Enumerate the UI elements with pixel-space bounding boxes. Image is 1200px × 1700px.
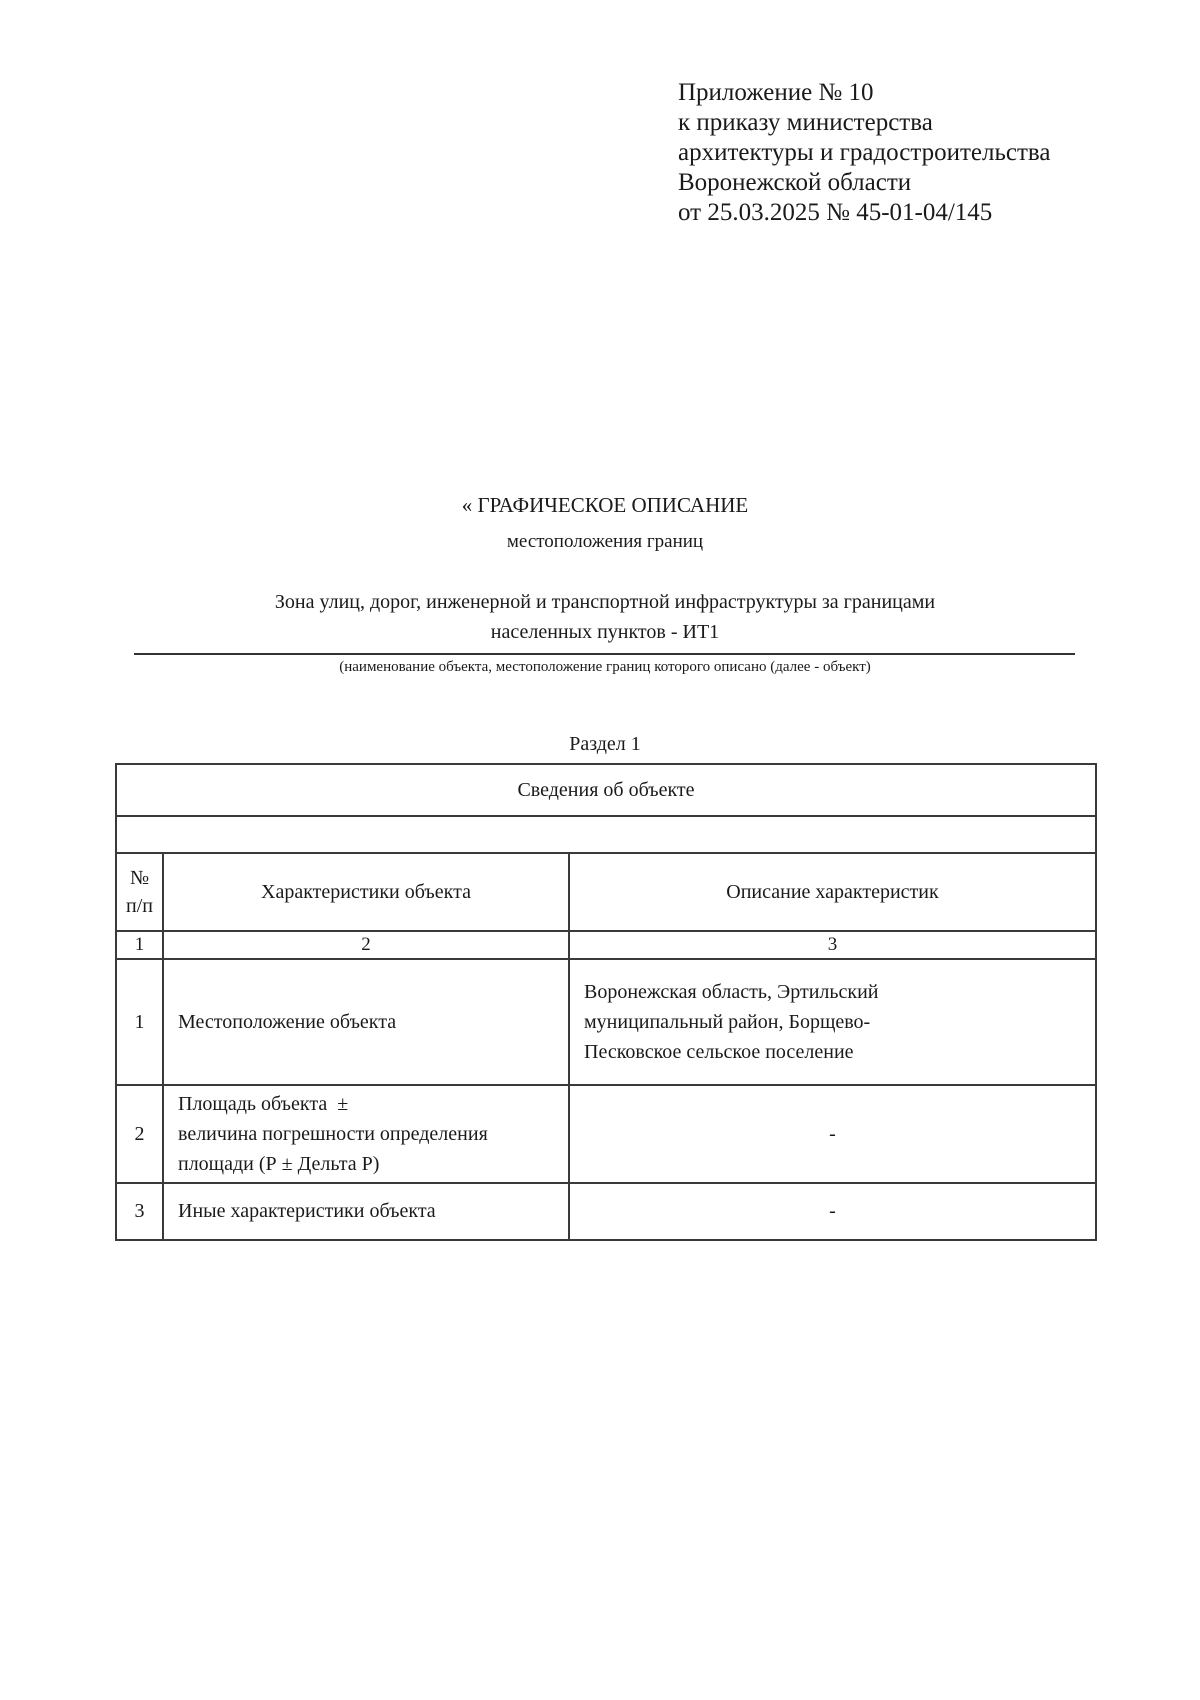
object-name-line: Зона улиц, дорог, инженерной и транспортной инфраструктуры за границами	[274, 591, 936, 613]
characteristic-line: Площадь объекта ±	[178, 1093, 349, 1115]
table-title: Сведения об объекте	[116, 764, 1096, 816]
document-subtitle: местоположения границ	[506, 531, 704, 552]
row-num: 1	[116, 959, 163, 1085]
document-title: « ГРАФИЧЕСКОЕ ОПИСАНИЕ	[461, 493, 749, 517]
table-row	[116, 1085, 1096, 1183]
row-description: -	[569, 1085, 1096, 1183]
characteristic-line: величина погрешности определения	[178, 1123, 488, 1145]
characteristic-line: площади (Р ± Дельта Р)	[178, 1153, 380, 1175]
row-num: 2	[116, 1085, 163, 1183]
table-title-row	[116, 764, 1096, 816]
row-characteristic: Местоположение объекта	[163, 959, 569, 1085]
column-number-row	[116, 931, 1096, 959]
appendix-line: Приложение № 10	[678, 79, 874, 106]
column-number: 1	[116, 931, 163, 959]
header-num: № п/п	[116, 853, 163, 931]
table-header-row	[116, 853, 1096, 931]
table-row	[116, 959, 1096, 1085]
table-row	[116, 1183, 1096, 1240]
row-characteristic	[163, 1085, 569, 1183]
row-num: 3	[116, 1183, 163, 1240]
object-name-line: населенных пунктов - ИТ1	[490, 621, 720, 643]
row-description	[569, 959, 1096, 1085]
section-label: Раздел 1	[569, 733, 641, 755]
description-line: муниципальный район, Борщево-	[584, 1011, 871, 1033]
column-number: 3	[569, 931, 1096, 959]
appendix-line: архитектуры и градостроительства	[678, 139, 1051, 166]
appendix-header	[678, 78, 1050, 228]
object-info-table	[115, 763, 1097, 1241]
header-description: Описание характеристик	[569, 853, 1096, 931]
row-description: -	[569, 1183, 1096, 1240]
object-name-caption: (наименование объекта, местоположение границ которого описано (далее - объект)	[339, 659, 871, 675]
appendix-line: Воронежской области	[678, 169, 912, 196]
description-line: Воронежская область, Эртильский	[584, 981, 879, 1003]
description-line: Песковское сельское поселение	[584, 1041, 854, 1063]
row-characteristic: Иные характеристики объекта	[163, 1183, 569, 1240]
header-characteristics: Характеристики объекта	[163, 853, 569, 931]
empty-cell	[116, 816, 1096, 853]
underline-divider	[134, 653, 1075, 655]
appendix-line: к приказу министерства	[678, 109, 933, 136]
column-number: 2	[163, 931, 569, 959]
table-empty-row	[116, 816, 1096, 853]
appendix-line: от 25.03.2025 № 45-01-04/145	[678, 199, 993, 226]
